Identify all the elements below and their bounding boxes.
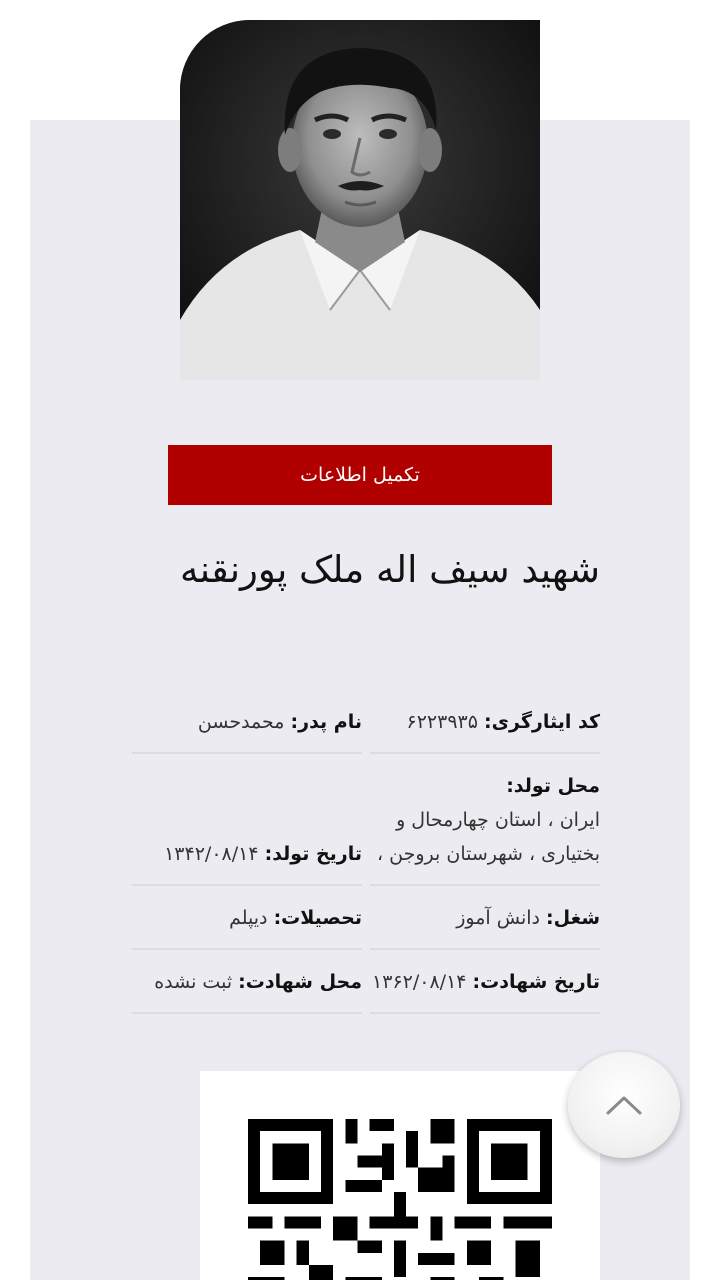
- code-label: کد ایثارگری:: [484, 711, 600, 733]
- info-cell-father: [132, 690, 362, 754]
- job-value: دانش آموز: [456, 907, 540, 929]
- father-label: نام پدر:: [290, 711, 362, 733]
- info-row: [120, 690, 600, 754]
- info-cell-education: [132, 886, 362, 950]
- portrait-image: [180, 20, 540, 380]
- education-value: دیپلم: [229, 907, 268, 929]
- qr-code-image: [248, 1119, 552, 1280]
- code-value: ۶۲۲۳۹۳۵: [406, 711, 478, 733]
- martyrdom-date-label: تاریخ شهادت:: [472, 971, 600, 993]
- info-cell-job: [370, 886, 600, 950]
- info-cell-code: [370, 690, 600, 754]
- qr-code-panel: [200, 1071, 600, 1280]
- martyrdom-place-value: ثبت نشده: [154, 971, 233, 993]
- martyr-info-grid: [120, 690, 600, 1014]
- info-cell-martyrdom-date: [370, 950, 600, 1014]
- chevron-up-icon: [604, 1093, 644, 1117]
- martyr-name-title: شهید سیف اله ملک پورنقنه: [179, 548, 600, 591]
- education-label: تحصیلات:: [273, 907, 362, 929]
- martyrdom-place-label: محل شهادت:: [238, 971, 362, 993]
- birthplace-value: ایران ، استان چهارمحال و بختیاری ، شهرستان بروجن ،: [377, 809, 600, 865]
- info-row: [120, 886, 600, 950]
- martyr-photo: [180, 20, 540, 380]
- info-cell-martyrdom-place: [132, 950, 362, 1014]
- info-row: [120, 950, 600, 1014]
- job-label: شغل:: [546, 907, 600, 929]
- father-value: محمدحسن: [197, 711, 285, 733]
- info-cell-birthplace: [370, 754, 600, 886]
- martyrdom-date-value: ۱۳۶۲/۰۸/۱۴: [372, 971, 467, 993]
- birthdate-value: ۱۳۴۲/۰۸/۱۴: [164, 843, 259, 865]
- birthdate-label: تاریخ تولد:: [264, 843, 362, 865]
- scroll-to-top-button[interactable]: [568, 1052, 680, 1158]
- complete-info-button[interactable]: تکمیل اطلاعات: [168, 445, 552, 505]
- info-cell-birthdate: [132, 754, 362, 886]
- birthplace-label: محل تولد:: [506, 775, 600, 797]
- info-row: [120, 754, 600, 886]
